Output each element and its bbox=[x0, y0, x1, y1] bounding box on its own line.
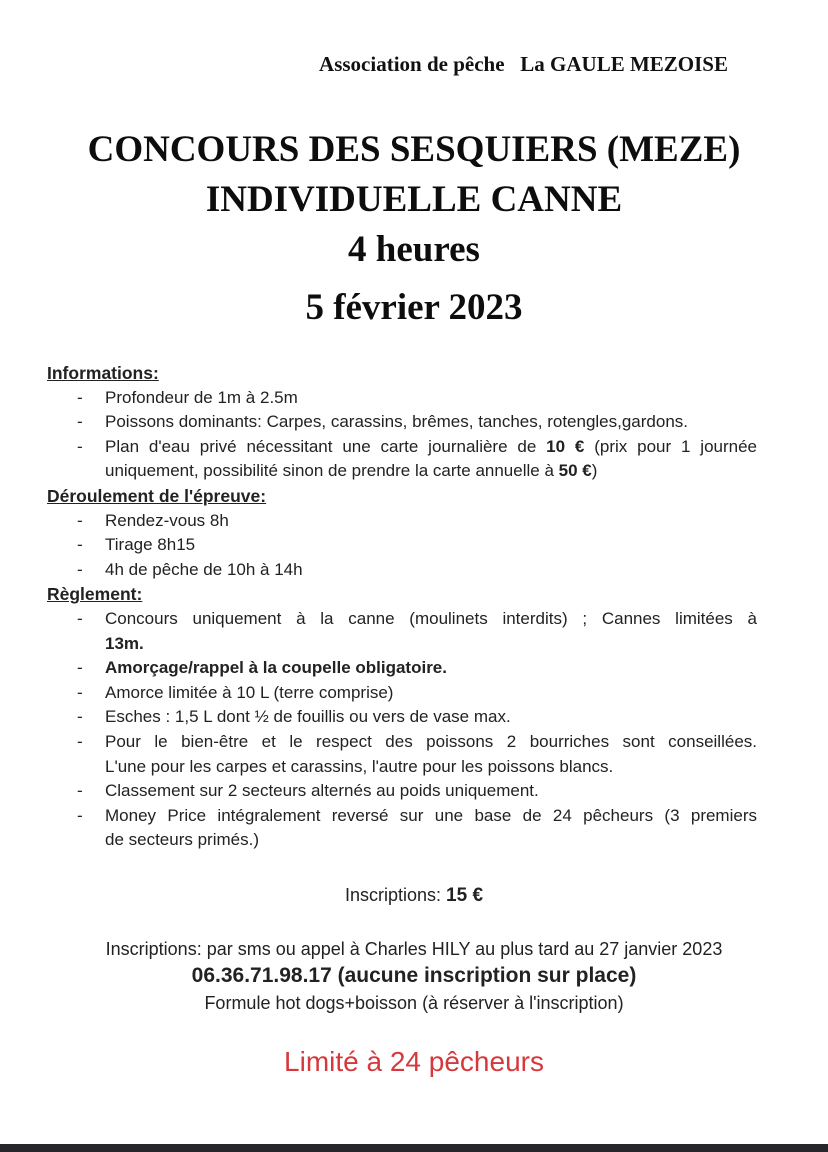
inscription-fee-line bbox=[0, 885, 828, 907]
bullet-item bbox=[47, 558, 757, 583]
sections-container bbox=[47, 361, 757, 853]
bullet-item bbox=[47, 386, 757, 411]
bullet-item bbox=[47, 730, 757, 779]
bullet-dash-icon: - bbox=[77, 731, 83, 751]
bullet-item bbox=[47, 435, 757, 484]
bullet-item bbox=[47, 607, 757, 656]
bullet-dash-icon: - bbox=[77, 535, 83, 555]
bullet-item bbox=[47, 804, 757, 853]
bullet-text: Esches : 1,5 L dont ½ de fouillis ou vers de vase max. bbox=[105, 707, 511, 727]
title-line-date: 5 février 2023 bbox=[305, 287, 523, 328]
association-header: Association de pêche La GAULE MEZOISE bbox=[319, 52, 728, 76]
bullet-text: Amorçage/rappel à la coupelle obligatoire. bbox=[105, 658, 447, 678]
bullet-dash-icon: - bbox=[77, 707, 83, 727]
bullet-dash-icon: - bbox=[77, 682, 83, 702]
bullet-text: 4h de pêche de 10h à 14h bbox=[105, 559, 303, 579]
bottom-bar bbox=[0, 1144, 828, 1152]
phone-number-line: 06.36.71.98.17 (aucune inscription sur place) bbox=[191, 963, 637, 987]
bullet-dash-icon: - bbox=[77, 436, 83, 456]
bullet-item bbox=[47, 410, 757, 435]
bullet-dash-icon: - bbox=[77, 387, 83, 407]
section-heading: Règlement: bbox=[47, 584, 143, 605]
bullet-text: Poissons dominants: Carpes, carassins, brêmes, tanches, rotengles,gardons. bbox=[105, 412, 689, 432]
inscription-fee-label: Inscriptions: bbox=[344, 884, 447, 905]
section-heading: Informations: bbox=[47, 363, 159, 383]
bullet-item bbox=[47, 509, 757, 534]
title-line-duration: 4 heures bbox=[348, 229, 480, 270]
bullet-text: Profondeur de 1m à 2.5m bbox=[105, 387, 298, 407]
bullet-item bbox=[47, 681, 757, 706]
bullet-dash-icon: - bbox=[77, 608, 83, 628]
title-block bbox=[0, 125, 828, 333]
bullet-item bbox=[47, 656, 757, 681]
bullet-dash-icon: - bbox=[77, 805, 83, 825]
food-formula-line: Formule hot dogs+boisson (à réserver à l'inscription) bbox=[204, 992, 624, 1013]
bullet-item bbox=[47, 779, 757, 804]
bullet-dash-icon: - bbox=[77, 510, 83, 530]
participant-limit-notice: Limité à 24 pêcheurs bbox=[284, 1045, 544, 1077]
bullet-dash-icon: - bbox=[77, 412, 83, 432]
bullet-item bbox=[47, 533, 757, 558]
contact-instructions: Inscriptions: par sms ou appel à Charles HILY au plus tard au 27 janvier 2023 bbox=[105, 938, 723, 959]
bullet-text: Concours uniquement à la canne (moulinets interdits) ; Cannes limitées à 13m. bbox=[105, 608, 757, 653]
bullet-text: Rendez-vous 8h bbox=[105, 510, 229, 530]
bullet-text: Classement sur 2 secteurs alternés au poids uniquement. bbox=[105, 781, 539, 801]
bullet-item bbox=[47, 705, 757, 730]
title-line-individuelle: INDIVIDUELLE CANNE bbox=[205, 179, 623, 220]
bullet-text: Tirage 8h15 bbox=[105, 535, 196, 555]
bullet-text: Money Price intégralement reversé sur une base de 24 pêcheurs (3 premiers de secteurs primés.) bbox=[105, 805, 757, 850]
bullet-text: Plan d'eau privé nécessitant une carte journalière de 10 € (prix pour 1 journée uniquement, possibilité sinon de prendre la carte annuelle à 50 €) bbox=[105, 436, 758, 481]
bullet-text: Pour le bien-être et le respect des poissons 2 bourriches sont conseillées. L'une pour les carpes et carassins, l'autre pour les poissons blancs. bbox=[105, 731, 757, 776]
bullet-dash-icon: - bbox=[77, 658, 83, 678]
bullet-dash-icon: - bbox=[77, 781, 83, 801]
bullet-text: Amorce limitée à 10 L (terre comprise) bbox=[105, 682, 394, 702]
bullet-dash-icon: - bbox=[77, 559, 83, 579]
section-heading: Déroulement de l'épreuve: bbox=[47, 485, 267, 506]
title-line-concours: CONCOURS DES SESQUIERS (MEZE) bbox=[87, 129, 741, 170]
inscription-fee-value: 15 € bbox=[446, 884, 484, 906]
